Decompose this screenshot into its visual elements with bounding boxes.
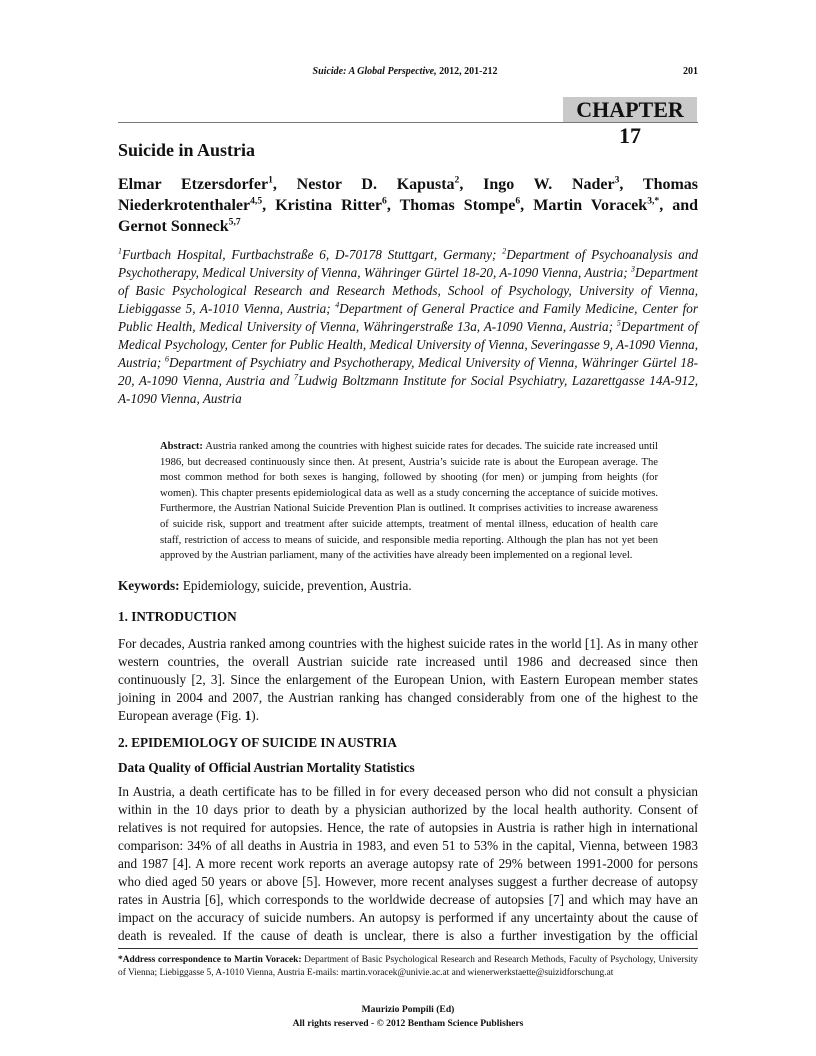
author-affiliation-marker: 3,* xyxy=(647,195,660,207)
keywords xyxy=(118,578,698,593)
author-name: Kristina Ritter xyxy=(275,197,383,214)
journal-year-pages: 2012, 201-212 xyxy=(436,66,498,77)
page-body xyxy=(118,140,698,1031)
affiliation-text: Ludwig Boltzmann Institute for Social Psychiatry, Lazarettgasse 14A-912, A-1090 Vienna, Austria xyxy=(118,373,698,406)
affiliation-marker: 3 xyxy=(631,264,635,274)
author-affiliation-marker: 5,7 xyxy=(228,216,241,228)
chapter-title: Suicide in Austria xyxy=(118,140,256,160)
publisher-info xyxy=(118,1003,698,1031)
author-name: Thomas Stompe xyxy=(399,197,516,214)
intro-text: For decades, Austria ranked among countries with the highest suicide rates in the world [1]. As in many other western countries, the overall Austrian suicide rate increased until 1986 and decreased since then continuously [2, 3]. Since the enlargement of the European Union, with Eastern European member states joining in 2004 and 2007, the Austrian ranking has changed considerably from one of the highest to the European average (Fig. xyxy=(118,635,698,723)
affiliation-text: Department of Psychoanalysis and Psychotherapy, Medical University of Vienna, Währinger Gürtel 18-20, A-1090 Vienna, Austria; xyxy=(118,247,699,280)
affiliation-marker: 1 xyxy=(118,246,122,256)
author-affiliation-marker: 4,5 xyxy=(250,195,263,207)
affiliation-text: Department of General Practice and Family Medicine, Center for Public Health, Medical University of Vienna, Währingerstraße 13a, A-1090 Vienna, Austria; xyxy=(118,301,698,334)
footnote-label: *Address correspondence to Martin Voracek: xyxy=(118,954,302,965)
author-name: Nestor D. Kapusta xyxy=(296,176,455,193)
header-rule xyxy=(118,122,698,123)
abstract-label: Abstract: xyxy=(160,441,203,452)
author-affiliation-marker: 1 xyxy=(268,174,273,186)
author-affiliation-marker: 6 xyxy=(382,195,387,207)
introduction-paragraph xyxy=(118,635,698,725)
affiliation-text: Department of Basic Psychological Research and Research Methods, School of Psychology, University of Vienna, Liebiggasse 5, A-1010 Vienna, Austria; xyxy=(118,265,698,316)
journal-title: Suicide: A Global Perspective, xyxy=(312,66,437,77)
correspondence-footnote xyxy=(118,954,698,980)
subsection-heading-data-quality: Data Quality of Official Austrian Mortality Statistics xyxy=(118,759,415,775)
affiliation-marker: 6 xyxy=(165,354,169,364)
affiliation-text: Furtbach Hospital, Furtbachstraße 6, D-70178 Stuttgart, Germany; xyxy=(121,247,503,262)
keywords-label: Keywords: xyxy=(118,577,180,593)
author-name: Gernot Sonneck xyxy=(118,218,229,235)
author-name: Thomas Niederkrotenthaler xyxy=(118,176,699,214)
author-name: Martin Voracek xyxy=(533,197,648,214)
author-affiliation-marker: 6 xyxy=(515,195,521,207)
figure-reference[interactable]: 1 xyxy=(244,707,252,723)
author-affiliation-marker: 3 xyxy=(614,174,620,186)
editor: Maurizio Pompili (Ed) xyxy=(361,1003,455,1015)
affiliation-text: Department of Medical Psychology, Center for Public Health, Medical University of Vienna, Severingasse 9, A-1090 Vienna, Austria; xyxy=(118,319,698,370)
abstract xyxy=(160,439,658,564)
chapter-label: CHAPTER 17 xyxy=(563,97,697,122)
abstract-text: Austria ranked among the countries with highest suicide rates for decades. The suicide rate increased until 1986, but decreased continuously since then. At present, Austria’s suicide rate is about the European average. The most common method for both sexes is hanging, followed by shooting (for men) or jumping from heights (for women). This chapter presents epidemiological data as well as a study concerning the acceptance of suicide motives. Furthermore, the Austrian National Suicide Prevention Plan is outlined. It comprises activities to increase awareness of suicide risk, support and treatment after suicide attempts, treatment of mental illness, education of health care staff, restriction of access to means of suicide, and responsible media reporting. Although the plan has not yet been approved by the Austrian parliament, many of the activities have already been implemented on a regional level. xyxy=(160,441,658,562)
intro-text-end: ). xyxy=(251,707,259,723)
author-name: Ingo W. Nader xyxy=(483,176,615,193)
keywords-text: Epidemiology, suicide, prevention, Austria. xyxy=(179,577,412,593)
affiliation-text: Department of Psychiatry and Psychotherapy, Medical University of Vienna, Währinger Gürtel 18-20, A-1090 Vienna, Austria and xyxy=(118,355,698,388)
running-header xyxy=(200,66,610,77)
section-heading-epidemiology: 2. EPIDEMIOLOGY OF SUICIDE IN AUSTRIA xyxy=(118,734,397,750)
copyright: All rights reserved - © 2012 Bentham Science Publishers xyxy=(292,1017,524,1029)
author-affiliation-marker: 2 xyxy=(454,174,460,186)
epidemiology-paragraph: In Austria, a death certificate has to be filled in for every deceased person who did not consult a physician within in the 10 days prior to death by a physician authorized by the local health authority. Consent of relatives is not required for autopsies. Hence, the rate of autopsies in Austria is rather high in international comparison: 34% of all deaths in Austria in 1983, and even 51 to 53% in the capital, Vienna, between 1983 and 1987 [4]. A more recent work reports an average autopsy rate of 29% between 1991-2000 for persons who died aged 50 years or above [5]. However, more recent analyses suggest a further decrease of autopsy rates in Austria [6], which corresponds to the worldwide decrease of autopsies [7] and which may have an impact on the accuracy of suicide numbers. An autopsy is performed if any uncertainty about the cause of death is revealed. If the cause of death is unclear, there is also a further investigation by the official xyxy=(118,783,698,943)
affiliation-marker: 4 xyxy=(335,300,340,310)
affiliation-marker: 2 xyxy=(502,246,507,256)
affiliation-marker: 7 xyxy=(294,372,298,382)
authors-and: and xyxy=(672,197,699,214)
affiliations xyxy=(118,246,698,408)
footnote-rule xyxy=(118,948,698,949)
section-heading-introduction: 1. INTRODUCTION xyxy=(118,608,237,624)
footnote-text: Department of Basic Psychological Research and Research Methods, Faculty of Psychology, University of Vienna; Liebiggasse 5, A-1010 Vienna, Austria E-mails: martin.voracek@univie.ac.at and wienerwerkstaette@suizidforschung.at xyxy=(118,954,698,978)
author-list: Elmar Etzersdorfer$^1$, Nestor D. Kapusta$^2$, Ingo W. Nader$^3$, Thomas Niederkrotenthaler$^{4,5}$, Kristina Ritter$^6$, Thomas Stompe$^6$, Martin Voracek$^{3,*}$, and Gernot Sonneck$^{5,7}$ xyxy=(118,174,699,235)
page-number: 201 xyxy=(683,66,698,77)
affiliation-marker: 5 xyxy=(616,318,621,328)
author-name: Elmar Etzersdorfer xyxy=(118,176,269,193)
